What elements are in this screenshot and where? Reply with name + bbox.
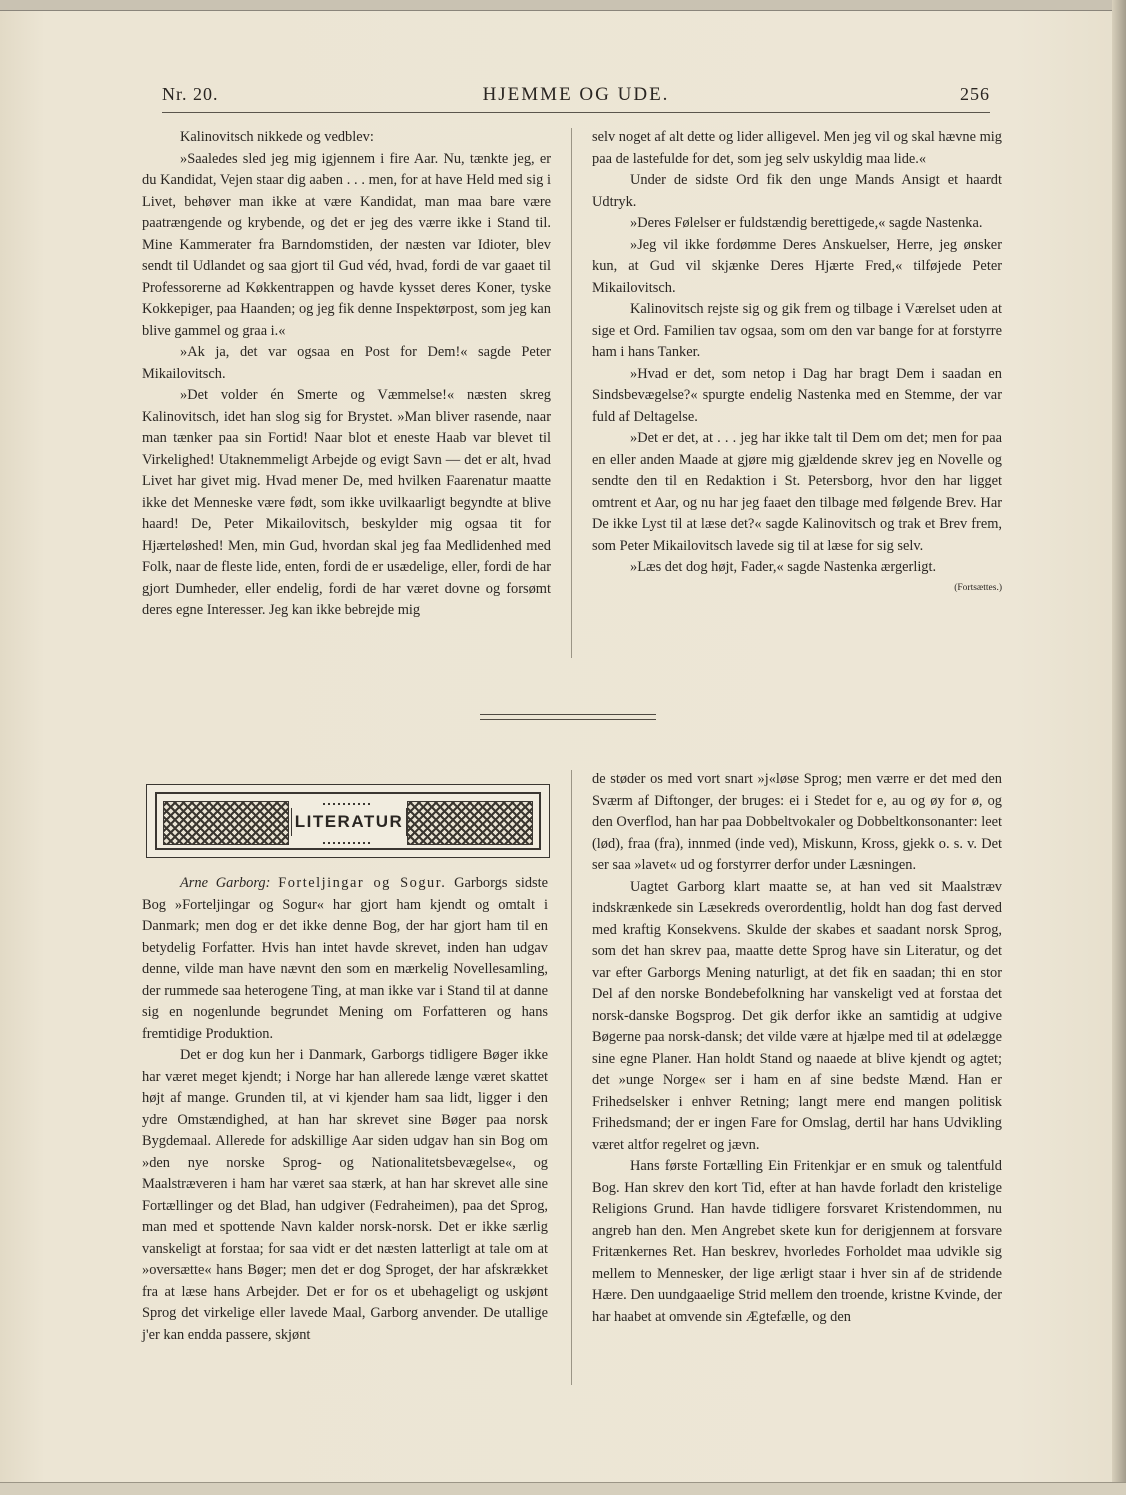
paragraph: Under de sidste Ord fik den unge Mands Ansigt et haardt Udtryk. bbox=[592, 172, 1002, 210]
paragraph: de støder os med vort snart »j«løse Sprog; men værre er det med den Sværm af Diftonger, der bruges: ei i Stedet for e, au og øy for ø, og den Overflod, han har paa Dobbeltvokaler og Dobbeltkonsonanter: leet (lød), fraa (fra), innmed (inde ved), Miskunn, Kross, gjekk o. s. v. Det ser saa »lavet« ud og forstyrrer derfor under Læsningen. bbox=[592, 771, 1002, 873]
paragraph: »Det er det, at . . . jeg har ikke talt til Dem om det; men for paa en eller anden Maade at gjøre mig gjældende skrev jeg en Novelle og sendte den til en Redaktion i St. Petersborg, hvor den har ligget omtrent et Aar, og nu har jeg faaet den tilbage med følgende Brev. Har De ikke Lyst til at læse det?« sagde Kalinovitsch og trak et Brev frem, som Peter Mikailovitsch lavede sig til at læse for sig selv. bbox=[592, 430, 1002, 554]
page-bottom-edge bbox=[0, 1482, 1126, 1495]
section-divider bbox=[480, 714, 656, 720]
page-number: 256 bbox=[960, 84, 990, 104]
column-bottom-right bbox=[592, 769, 1002, 1328]
ornament-tick-bottom bbox=[323, 842, 373, 844]
literatur-banner bbox=[146, 784, 550, 858]
column-bottom-left bbox=[142, 873, 548, 1346]
section-title: LITERATUR bbox=[291, 808, 407, 836]
running-header bbox=[162, 84, 990, 113]
paragraph: Det er dog kun her i Danmark, Garborgs tidligere Bøger ikke har været meget kjendt; i Norge har han allerede længe været skattet højt af mange. Grunden til, at vi kjender ham saa lidt, ligger i den ydre Omstændighed, at han har skrevet sine Bøger paa norsk Bygdemaal. Allerede for adskillige Aar siden udgav han sin Bog om »den nye norske Sprog- og Nationalitetsbevægelse«, og Maalstræveren i ham har været saa stærk, at han har skrevet alle sine Fortællinger og det Blad, han udgiver (Fedraheimen), paa det Sprog, man med et spottende Navn kalder norsk-norsk. Det er ikke særlig vanskeligt at forstaa; for saa vidt er det næsten latterligt at tale om at »oversætte« hans Bøger; men det er dog Sproget, der har afskrækket fra at læse hans Arbejder. Det er for os et ubehageligt og uskjønt Sprog det virkelige eller lavede Maal, Garborg anvender. De utallige j'er kan endda passere, skjønt bbox=[142, 1047, 548, 1343]
page-right-edge bbox=[1112, 0, 1126, 1495]
banner-frame bbox=[155, 792, 541, 850]
journal-title: HJEMME OG UDE. bbox=[482, 84, 670, 105]
paragraph: Kalinovitsch nikkede og vedblev: bbox=[180, 129, 374, 145]
paragraph: Uagtet Garborg klart maatte se, at han ved sit Maalstræv indskrænkede sin Læsekreds overordentlig, holdt han dog fast derved med kraftig Konsekvens. Skulde der skabes et saadant norsk Sprog, som det han skrev paa, maatte dette Sprog have sin Literatur, og det var efter Garborgs Mening naturligt, at det fik en saadan; thi en stor Del af den norske Bondebefolkning har vanskeligt ved at forstaa det norsk-danske Bogsprog. Det gik derfor ikke an samtidig at udgive Bøgerne paa norsk-dansk; det vilde være at hjælpe med til at ødelægge sine egne Planer. Han holdt Stand og naaede at blive kjendt og agtet; det »unge Norge« ser i ham en af sine bedste Mænd. Han er Frihedselsker i enhver Retning; langt mere end mangen politisk Frihedsmand; der er ingen Fare for Omslag, dertil har hans Udvikling været altfor regelret og jævn. bbox=[592, 878, 1002, 1153]
column-top-left bbox=[142, 127, 551, 622]
paragraph: Hans første Fortælling Ein Fritenkjar er en smuk og talentfuld Bog. Han skrev den kort Tid, efter at han havde forladt den kristelige Religions Grund. Han havde tidligere forsvaret Kristendommen, nu angreb han den. Men Angrebet skete kun for derigjennem at forsvare Fritænkernes Ret. Han beskrev, hvorledes Forholdet maa udvikle sig mellem to Mennesker, der lige ærligt staar i hver sin af de stridende Hære. Den uundgaaelige Strid mellem den troende, kristne Kvinde, der har haabet at omvende sin Ægtefælle, og den bbox=[592, 1158, 1003, 1325]
review-book-title: Forteljingar og Sogur. bbox=[278, 875, 447, 891]
paragraph: »Hvad er det, som netop i Dag har bragt Dem i saadan en Sindsbevægelse?« spurgte endelig Nastenka med en Stemme, der var fuld af Deltagelse. bbox=[592, 365, 1002, 425]
paragraph: »Læs det dog højt, Fader,« sagde Nastenka ærgerligt. bbox=[630, 559, 937, 575]
ornament-right-icon bbox=[407, 801, 533, 845]
paragraph: »Saaledes sled jeg mig igjennem i fire Aar. Nu, tænkte jeg, er du Kandidat, Vejen staar dig aaben . . . men, for at have Held med sig i Livet, behøver man ikke at være Kandidat, man maa bare være paatrængende og krybende, og det er jeg des værre ikke i Stand til. Mine Kammerater fra Barndomstiden, der næsten var Idioter, blev sendt til Udlandet og saa gjort til Gud véd, hvad, fordi de var gaaet til Professorerne ad Køkkentrappen og havde kysset deres Koner, tyske Kokkepiger, paa Haanden; og jeg fik denne Inspektørpost, som jeg kan blive gammel og graa i.« bbox=[142, 150, 551, 339]
paragraph: selv noget af alt dette og lider alligevel. Men jeg vil og skal hævne mig paa de lastefulde for det, som jeg selv uskyldig maa lide.« bbox=[592, 129, 1002, 167]
paragraph: »Deres Følelser er fuldstændig berettigede,« sagde Nastenka. bbox=[630, 215, 983, 231]
review-text: Garborgs sidste Bog »Forteljingar og Sogur« har gjort ham kjendt og omtalt i Danmark; men dog er det ikke denne Bog, der har gjort ham til en betydelig Forfatter. Hvis han intet havde skrevet, inden han udgav denne, vilde man have nævnt den som en mærkelig Novellesamling, der rummede saa heterogene Ting, at man ikke var i Stand til at danne sig en nogenlunde begrundet Mening om Forfatteren og hans fremtidige Produktion. bbox=[142, 875, 549, 1042]
review-paragraph bbox=[142, 873, 548, 1045]
column-top-right bbox=[592, 127, 1002, 597]
paragraph: »Ak ja, det var ogsaa en Post for Dem!« sagde Peter Mikailovitsch. bbox=[142, 344, 551, 382]
paragraph: Kalinovitsch rejste sig og gik frem og tilbage i Værelset uden at sige et Ord. Familien tav ogsaa, som om den var bange for at forstyrre ham i hans Tanker. bbox=[592, 301, 1002, 360]
paragraph: »Det volder én Smerte og Væmmelse!« næsten skreg Kalinovitsch, idet han slog sig for Brystet. »Man bliver rasende, naar man tænker paa sin Fortid! Naar blot et eneste Haab var blevet til Virkelighed! Utaknemmeligt Arbejde og evigt Savn — det er alt, hvad Livet har givet mig. Hvad mener De, med hvilken Faarenatur maatte ikke det Menneske være født, som ikke uvilkaarligt begyndte at blive haard! De, Peter Mikailovitsch, beskylder mig ogsaa tit for Hjærteløshed! Men, min Gud, hvordan skal jeg faa Medlidenhed med Folk, naar de fleste lide, enten, fordi de er usædelige, eller, fordi de har gjort Dumheder, eller endelig, fordi de har været dovne og forsømt deres egne Interesser. Jeg kan ikke bebrejde mig bbox=[142, 387, 551, 618]
page-top-edge bbox=[0, 0, 1126, 11]
column-rule-top bbox=[571, 128, 572, 658]
continued-note: (Fortsættes.) bbox=[954, 582, 1002, 593]
paragraph: »Jeg vil ikke fordømme Deres Anskuelser, Herre, jeg ønsker kun, at Gud vil skjænke Deres Hjærte Fred,« tilføjede Peter Mikailovitsch. bbox=[592, 236, 1002, 296]
column-rule-bottom bbox=[571, 770, 572, 1385]
review-author: Arne Garborg: bbox=[180, 875, 271, 891]
ornament-tick-top bbox=[323, 803, 373, 805]
ornament-left-icon bbox=[163, 801, 289, 845]
issue-number: Nr. 20. bbox=[162, 84, 219, 104]
